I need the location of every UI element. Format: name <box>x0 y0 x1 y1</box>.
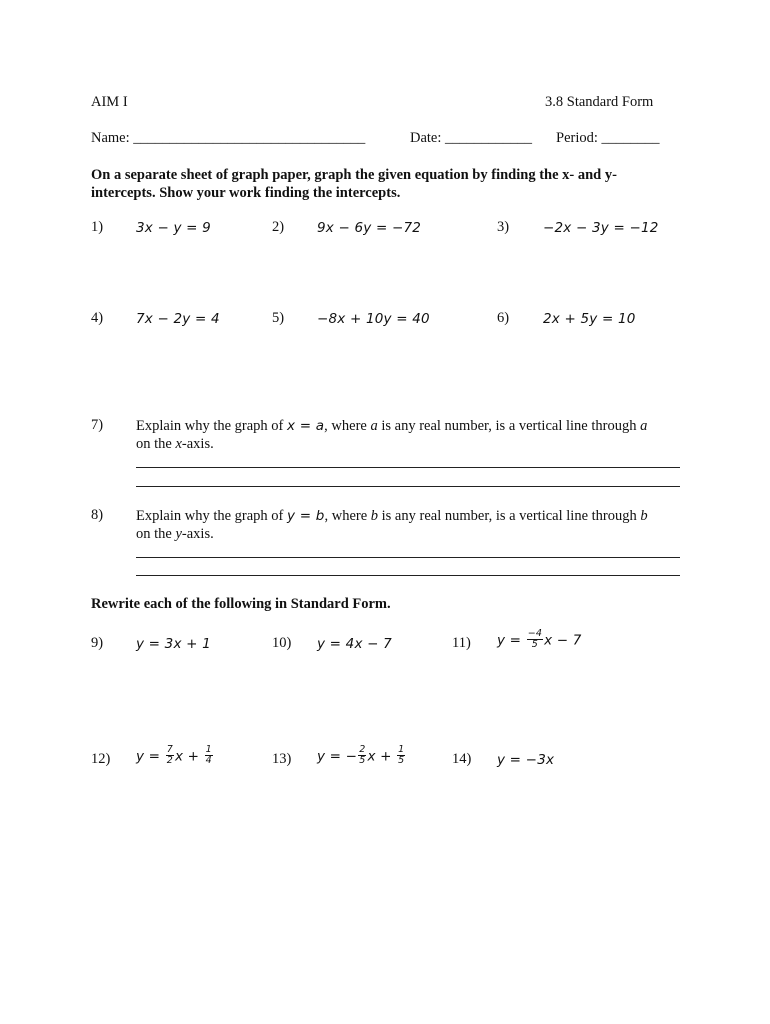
date-field[interactable]: Date: ____________ <box>410 130 533 146</box>
fraction: $\frac{2}{5}$ <box>359 744 366 766</box>
problem-2-number: 2) <box>272 219 285 235</box>
problem-10-equation: y = 4x − 7 <box>317 636 392 652</box>
section-title: 3.8 Standard Form <box>545 94 654 110</box>
problem-6-equation: 2x + 5y = 10 <box>543 311 636 327</box>
problem-12-number: 12) <box>91 751 111 767</box>
problem-11-equation: y = $\frac{-4}{5}$ x − 7 <box>497 628 582 650</box>
course-title: AIM I <box>91 94 128 110</box>
problem-4-equation: 7x − 2y = 4 <box>136 311 220 327</box>
problem-14-number: 14) <box>452 751 472 767</box>
problem-10-number: 10) <box>272 635 292 651</box>
problem-13-equation: y = − $\frac{2}{5}$ x + $\frac{1}{5}$ <box>317 744 405 766</box>
name-field[interactable]: Name: ________________________________ <box>91 130 366 146</box>
problem-1-number: 1) <box>91 219 104 235</box>
answer-line-7a[interactable] <box>136 467 680 468</box>
problem-3-equation: −2x − 3y = −12 <box>543 220 659 236</box>
problem-2-equation: 9x − 6y = −72 <box>317 220 422 236</box>
problem-5-number: 5) <box>272 310 285 326</box>
instructions-line-2: intercepts. Show your work finding the intercepts. <box>91 185 401 201</box>
problem-4-number: 4) <box>91 310 104 326</box>
fraction: $\frac{1}{5}$ <box>398 744 405 766</box>
answer-line-8a[interactable] <box>136 557 680 558</box>
fraction: $\frac{7}{2}$ <box>166 744 173 766</box>
graph-instructions <box>91 166 691 202</box>
standard-form-heading: Rewrite each of the following in Standard Form. <box>91 596 391 612</box>
problem-3-number: 3) <box>497 219 510 235</box>
fraction: $\frac{1}{4}$ <box>205 744 212 766</box>
problem-9-equation: y = 3x + 1 <box>136 636 211 652</box>
answer-line-8b[interactable] <box>136 575 680 576</box>
problem-13-number: 13) <box>272 751 292 767</box>
problem-6-number: 6) <box>497 310 510 326</box>
problem-1-equation: 3x − y = 9 <box>136 220 211 236</box>
problem-7-question: Explain why the graph of x = a, where a is any real number, is a vertical line through a on the x-axis. <box>136 418 648 452</box>
problem-5-equation: −8x + 10y = 40 <box>317 311 430 327</box>
problem-8-question: Explain why the graph of y = b, where b is any real number, is a vertical line through b on the y-axis. <box>136 508 648 542</box>
fraction: $\frac{-4}{5}$ <box>527 628 543 650</box>
instructions-line-1: On a separate sheet of graph paper, graph the given equation by finding the x- and y- <box>91 167 617 183</box>
problem-12-equation: y = $\frac{7}{2}$ x + $\frac{1}{4}$ <box>136 744 212 766</box>
problem-7-number: 7) <box>91 417 104 433</box>
problem-14-equation: y = −3x <box>497 752 555 768</box>
period-field[interactable]: Period: ________ <box>556 130 660 146</box>
problem-11-number: 11) <box>452 635 471 651</box>
problem-9-number: 9) <box>91 635 104 651</box>
answer-line-7b[interactable] <box>136 486 680 487</box>
problem-8-number: 8) <box>91 507 104 523</box>
